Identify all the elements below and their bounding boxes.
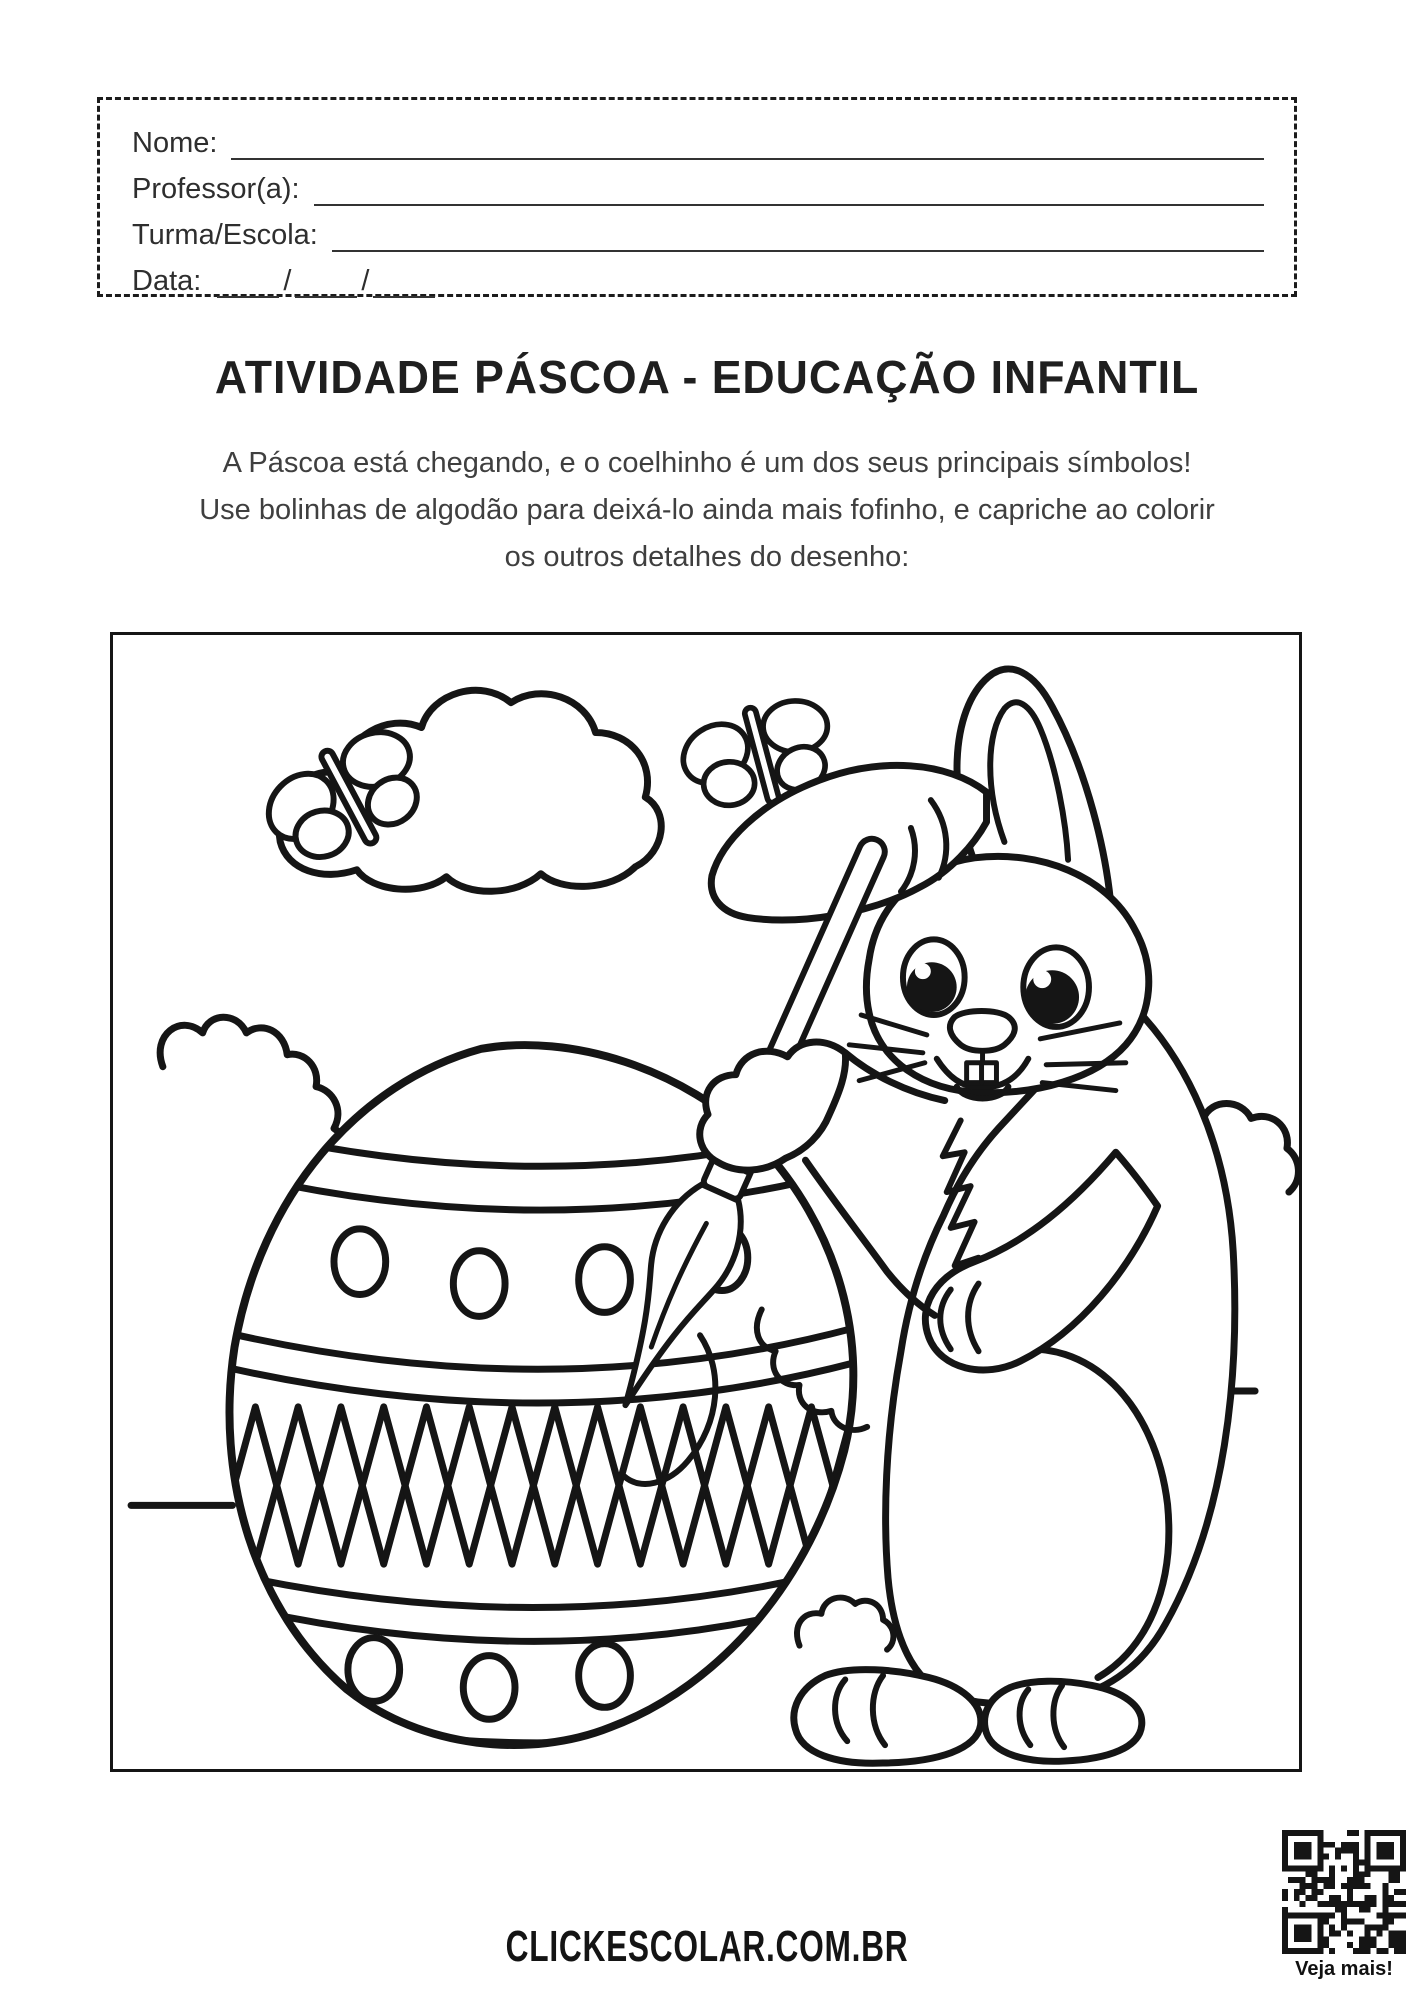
date-day-line bbox=[217, 262, 279, 298]
qr-code bbox=[1282, 1830, 1406, 1954]
website-url: CLICKESCOLAR.COM.BR bbox=[505, 1922, 909, 1971]
qr-block bbox=[1278, 1830, 1410, 1981]
grass-tuft-icon bbox=[797, 1598, 893, 1650]
date-month-line bbox=[295, 262, 357, 298]
bunny-foot bbox=[794, 1670, 981, 1764]
coloring-illustration bbox=[113, 635, 1299, 1769]
date-slash: / bbox=[361, 265, 370, 297]
name-row bbox=[132, 114, 1264, 160]
date-slash: / bbox=[283, 265, 292, 297]
coloring-picture-frame bbox=[110, 632, 1302, 1772]
class-write-line bbox=[332, 216, 1264, 252]
date-year-line bbox=[373, 262, 435, 298]
instructions bbox=[0, 440, 1414, 581]
bunny-body bbox=[794, 997, 1235, 1763]
qr-caption: Veja mais! bbox=[1295, 1958, 1393, 1980]
student-info-box bbox=[97, 97, 1297, 297]
instructions-line: Use bolinhas de algodão para deixá-lo ainda mais fofinho, e capriche ao colorir bbox=[199, 494, 1215, 526]
name-write-line bbox=[231, 124, 1264, 160]
instructions-line: os outros detalhes do desenho: bbox=[504, 541, 910, 573]
class-row bbox=[132, 206, 1264, 252]
teacher-label: Professor(a): bbox=[132, 173, 300, 206]
teacher-write-line bbox=[314, 170, 1264, 206]
name-label: Nome: bbox=[132, 127, 218, 160]
page-title: ATIVIDADE PÁSCOA - EDUCAÇÃO INFANTIL bbox=[214, 351, 1200, 403]
date-row bbox=[132, 252, 1264, 298]
bunny-nose bbox=[950, 1011, 1015, 1051]
instructions-line: A Páscoa está chegando, e o coelhinho é um dos seus principais símbolos! bbox=[222, 447, 1192, 479]
bunny-teeth bbox=[967, 1063, 997, 1083]
date-label: Data: bbox=[132, 265, 202, 298]
class-label: Turma/Escola: bbox=[132, 219, 318, 252]
teacher-row bbox=[132, 160, 1264, 206]
